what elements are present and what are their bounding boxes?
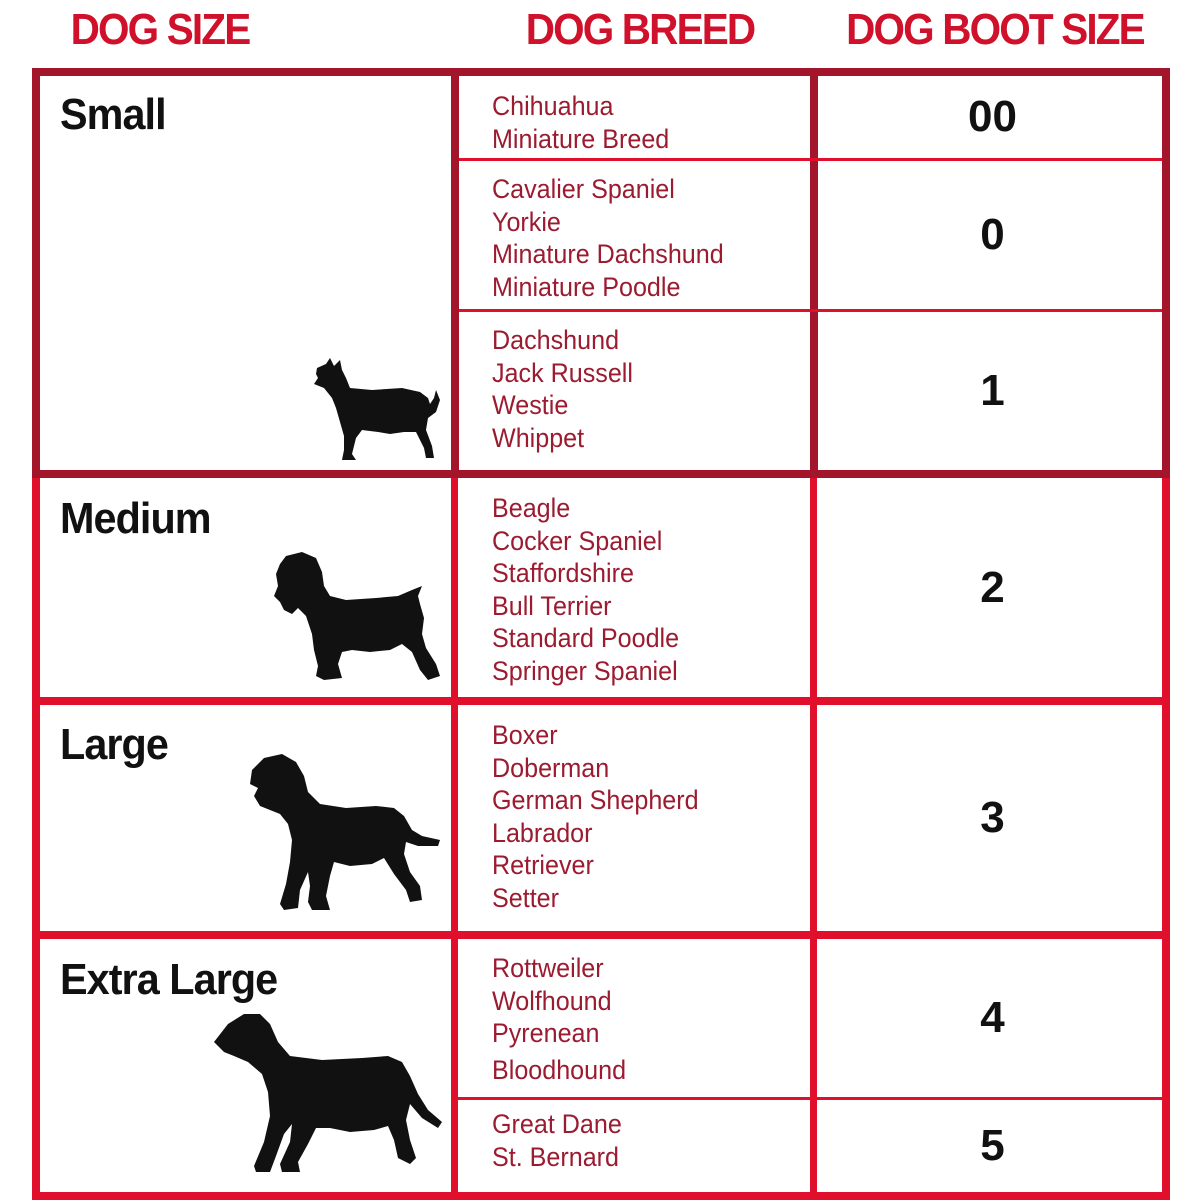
table-border — [32, 1192, 1170, 1200]
breed-name: Chihuahua — [492, 91, 614, 121]
breed-name: St. Bernard — [492, 1141, 620, 1172]
breed-name: Staffordshire — [492, 558, 634, 588]
breed-name: Great Dane — [492, 1109, 622, 1139]
size-label-large: Large — [60, 720, 168, 769]
column-divider — [810, 68, 818, 478]
breed-name: Bloodhound — [492, 1054, 627, 1085]
boot-size-value: 00 — [968, 92, 1017, 141]
breed-list — [492, 90, 669, 155]
breed-name: Standard Poodle — [492, 623, 680, 653]
dog-size-header: DOG SIZE — [70, 5, 250, 54]
row-divider — [32, 931, 1170, 939]
breed-list — [492, 719, 699, 914]
boot-size-value: 1 — [980, 366, 1005, 415]
row-divider — [32, 470, 1170, 478]
table-border — [32, 478, 40, 1200]
table-border — [32, 68, 40, 478]
breed-name: Setter — [492, 882, 560, 913]
breed-name: Minature Dachshund — [492, 239, 724, 269]
breed-name: Beagle — [492, 493, 571, 523]
row-divider — [32, 697, 1170, 705]
breed-list — [492, 173, 724, 303]
breed-name: Miniature Poodle — [492, 271, 681, 302]
large-dog-silhouette-icon — [246, 754, 442, 914]
medium-dog-silhouette-icon — [272, 552, 442, 682]
breed-list — [492, 1108, 622, 1173]
breed-name: Boxer — [492, 720, 558, 750]
breed-name: Labrador — [492, 817, 593, 848]
breed-name: Rottweiler — [492, 953, 604, 983]
breed-name: German Shepherd — [492, 785, 699, 815]
breed-name: Pyrenean — [492, 1018, 600, 1048]
breed-list — [492, 324, 633, 454]
table-border — [32, 68, 1170, 76]
extra-large-dog-silhouette-icon — [212, 1012, 444, 1174]
breed-list — [492, 492, 679, 687]
dog-boot-size-header: DOG BOOT SIZE — [846, 5, 1144, 54]
boot-size-value: 3 — [980, 793, 1005, 842]
size-label-medium: Medium — [60, 494, 211, 543]
breed-name: Whippet — [492, 422, 585, 453]
breed-list — [492, 952, 626, 1086]
breed-name: Dachshund — [492, 325, 620, 355]
breed-name: Retriever — [492, 850, 594, 880]
boot-size-value: 0 — [980, 210, 1005, 259]
boot-size-value: 4 — [980, 993, 1005, 1042]
boot-size-value: 5 — [980, 1121, 1005, 1170]
column-divider — [451, 68, 459, 478]
breed-name: Westie — [492, 390, 569, 420]
size-label-small: Small — [60, 90, 166, 139]
breed-name: Springer Spaniel — [492, 655, 678, 686]
column-divider — [451, 478, 458, 1200]
breed-name: Cocker Spaniel — [492, 525, 663, 556]
small-dog-silhouette-icon — [312, 358, 442, 462]
breed-name: Bull Terrier — [492, 590, 612, 621]
breed-name: Jack Russell — [492, 357, 633, 388]
breed-name: Cavalier Spaniel — [492, 174, 675, 204]
breed-name: Miniature Breed — [492, 123, 670, 154]
breed-name: Wolfhound — [492, 985, 612, 1016]
dog-breed-header: DOG BREED — [525, 5, 755, 54]
column-divider — [810, 478, 817, 1200]
breed-name: Yorkie — [492, 206, 561, 237]
size-label-extra-large: Extra Large — [60, 955, 278, 1004]
breed-name: Doberman — [492, 752, 610, 783]
boot-size-value: 2 — [980, 562, 1005, 612]
